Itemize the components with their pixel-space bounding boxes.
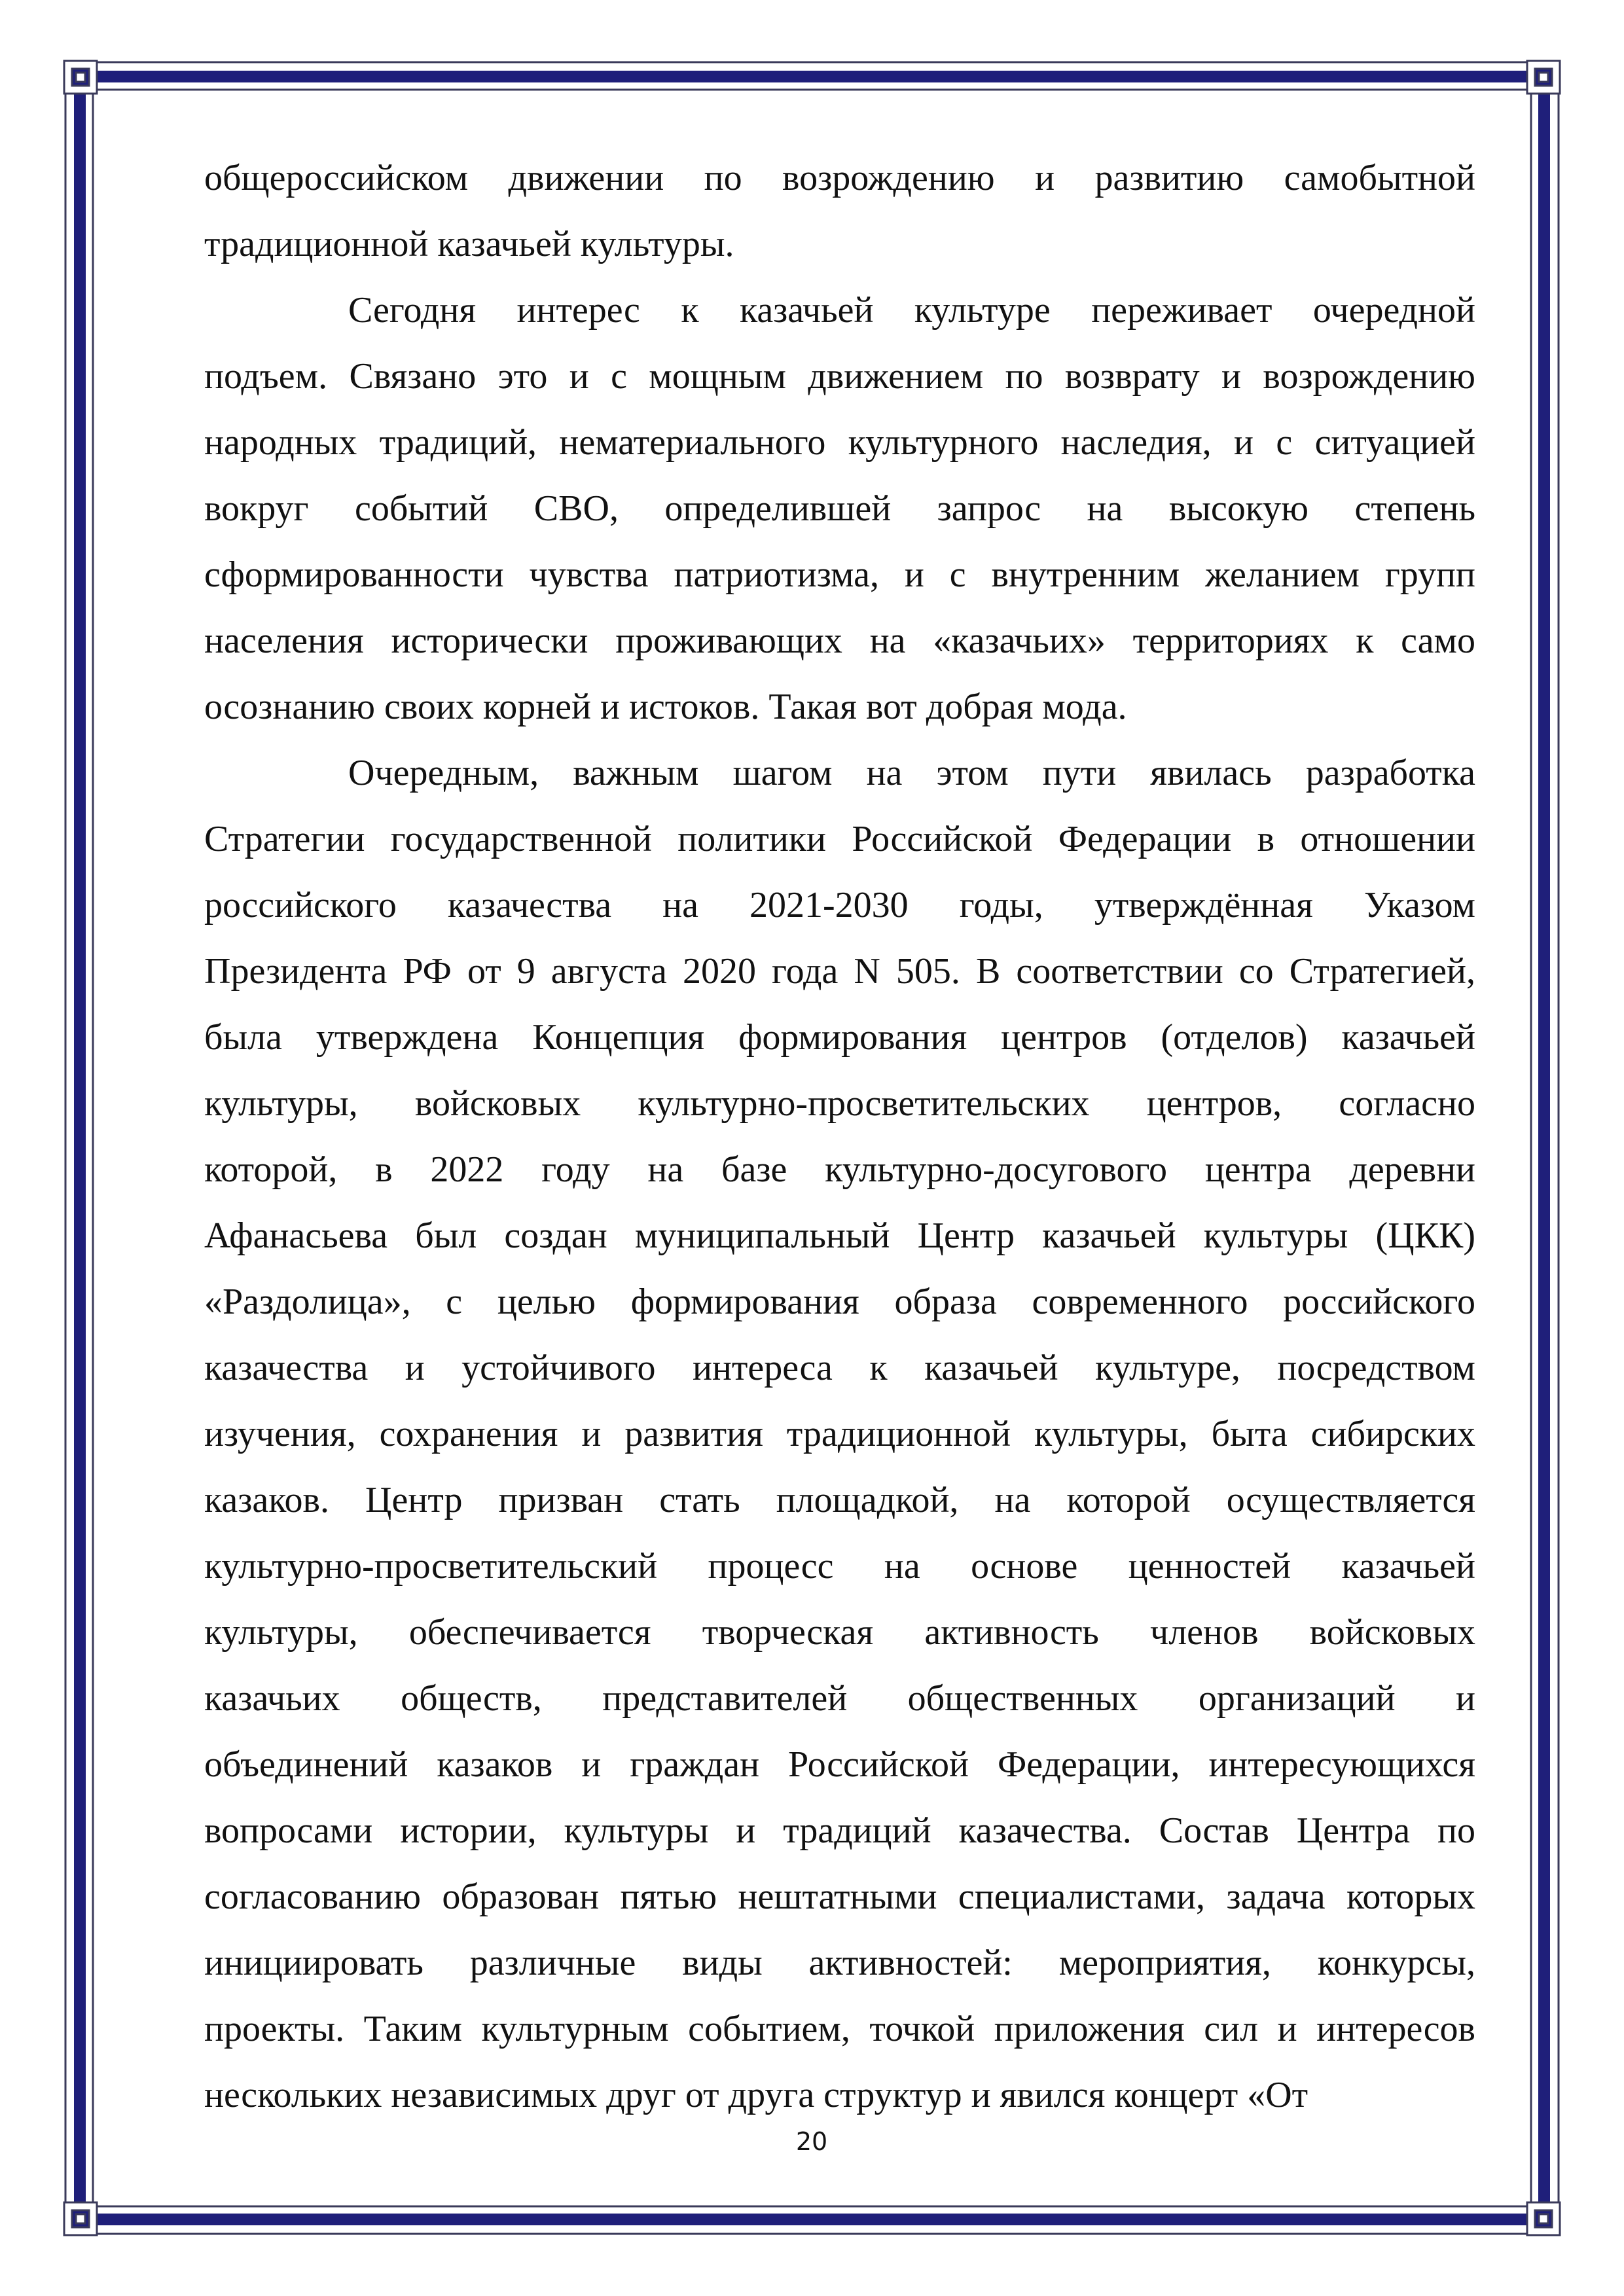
text-line: осознанию своих корней и истоков. Такая вот добрая мода. [204, 687, 1127, 727]
text-line: «Раздолица», с целью формирования образа современного российского [204, 1282, 1475, 1322]
text-line: Сегодня интерес к казачьей культуре переживает очередной [348, 290, 1475, 331]
text-line: народных традиций, нематериального культурного наследия, и с ситуацией [204, 422, 1475, 463]
text-line: Афанасьева был создан муниципальный Центр казачьей культуры (ЦКК) [204, 1215, 1475, 1256]
text-line: культуры, обеспечивается творческая активность членов войсковых [204, 1612, 1475, 1653]
paragraph [204, 740, 1475, 2128]
text-line: вопросами истории, культуры и традиций казачества. Состав Центра по [204, 1810, 1475, 1851]
text-line: Стратегии государственной политики Российской Федерации в отношении [204, 819, 1475, 859]
text-line: населения исторически проживающих на «казачьих» территориях к само [204, 620, 1475, 661]
text-line: культуры, войсковых культурно-просветительских центров, согласно [204, 1083, 1475, 1124]
paragraph [204, 278, 1475, 740]
text-line: казачества и устойчивого интереса к казачьей культуре, посредством [204, 1348, 1475, 1388]
text-line: вокруг событий СВО, определившей запрос на высокую степень [204, 488, 1475, 529]
text-line: казаков. Центр призван стать площадкой, на которой осуществляется [204, 1480, 1475, 1520]
text-line: объединений казаков и граждан Российской Федерации, интересующихся [204, 1744, 1475, 1785]
text-line: российского казачества на 2021-2030 годы, утверждённая Указом [204, 885, 1475, 925]
text-line: была утверждена Концепция формирования центров (отделов) казачьей [204, 1017, 1475, 1058]
text-line: инициировать различные виды активностей: мероприятия, конкурсы, [204, 1943, 1475, 1983]
text-line: общероссийском движении по возрождению и развитию самобытной [204, 158, 1475, 198]
text-line: согласованию образован пятью нештатными специалистами, задача которых [204, 1876, 1475, 1917]
text-line: Президента РФ от 9 августа 2020 года N 505. В соответствии со Стратегией, [204, 951, 1475, 992]
text-line: нескольких независимых друг от друга структур и явился концерт «От [204, 2075, 1308, 2115]
text-line: Очередным, важным шагом на этом пути явилась разработка [348, 753, 1475, 793]
text-line: подъем. Связано это и с мощным движением по возврату и возрождению [204, 356, 1475, 397]
paragraph [204, 145, 1475, 278]
text-line: традиционной казачьей культуры. [204, 224, 734, 264]
body-text [204, 145, 1475, 2128]
page-number: 20 [795, 2127, 828, 2156]
text-line: казачьих обществ, представителей общественных организаций и [204, 1678, 1475, 1719]
text-line: культурно-просветительский процесс на основе ценностей казачьей [204, 1546, 1475, 1587]
text-line: сформированности чувства патриотизма, и с внутренним желанием групп [204, 554, 1475, 595]
text-line: проекты. Таким культурным событием, точкой приложения сил и интересов [204, 2009, 1475, 2049]
text-line: изучения, сохранения и развития традиционной культуры, быта сибирских [204, 1414, 1475, 1454]
text-line: которой, в 2022 году на базе культурно-досугового центра деревни [204, 1149, 1475, 1190]
